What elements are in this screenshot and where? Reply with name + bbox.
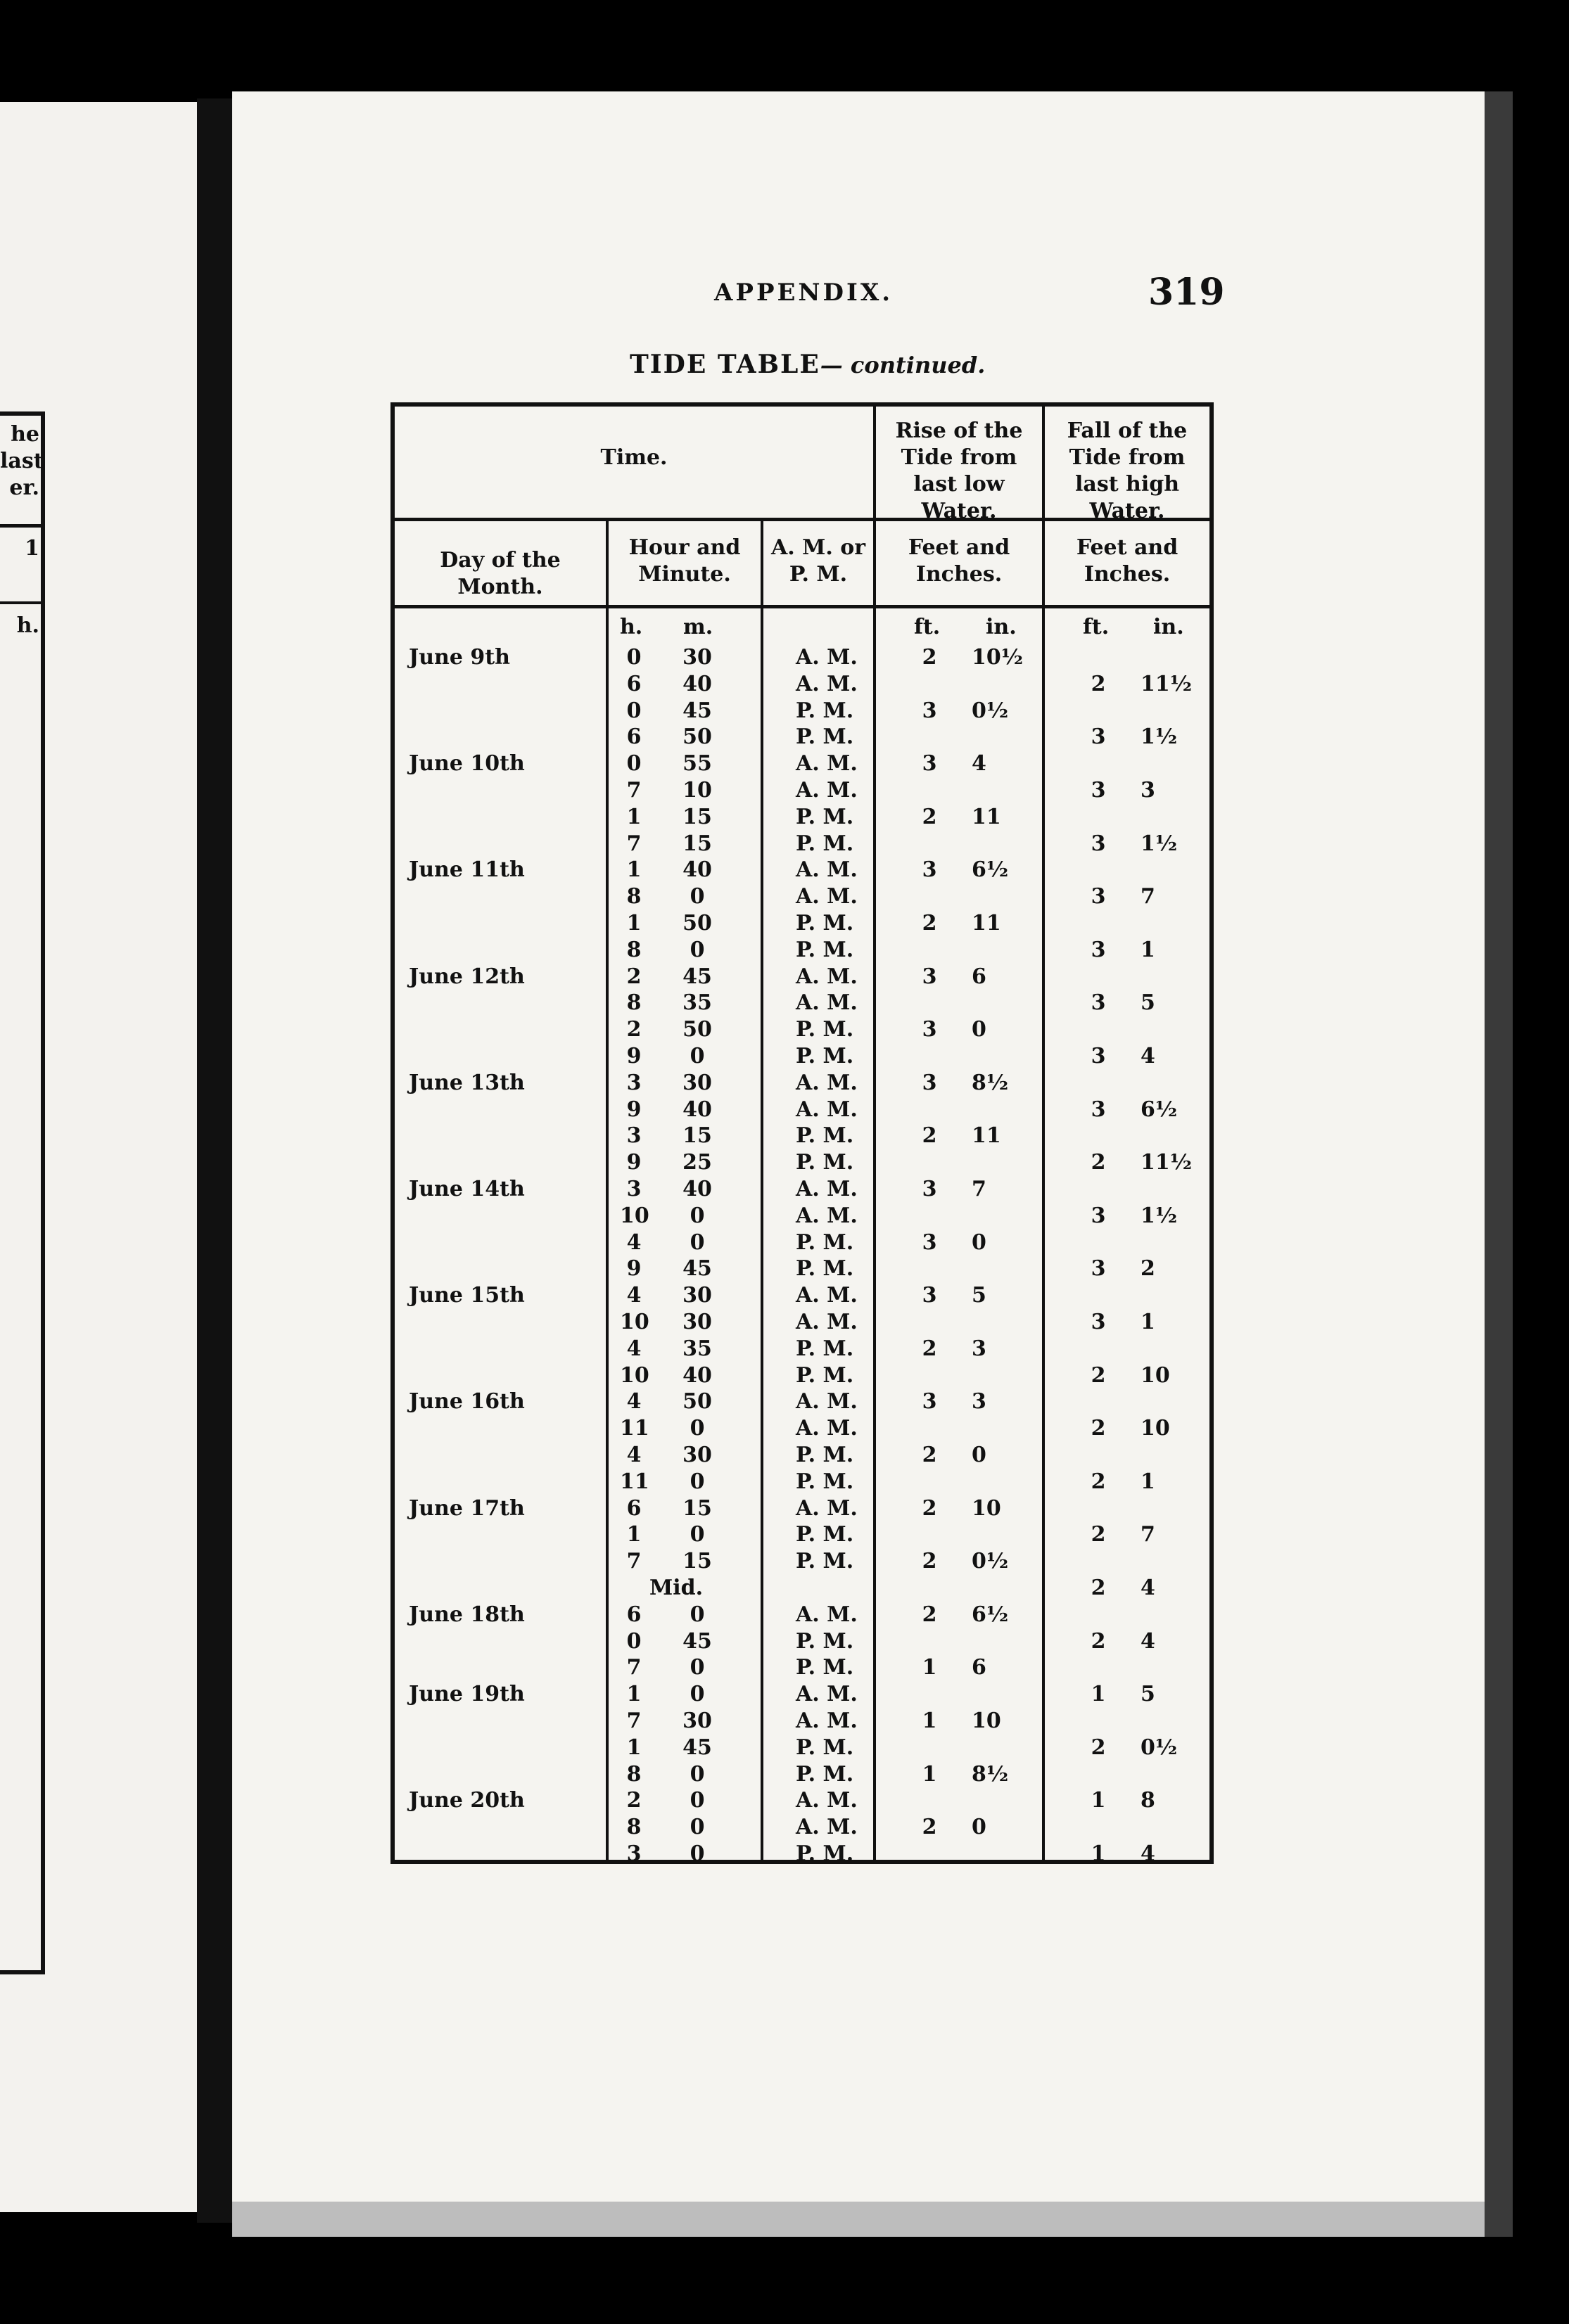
row-rise-feet: 1	[922, 1655, 937, 1680]
row-hour: 3	[626, 1841, 642, 1866]
row-rise-feet: 1	[922, 1762, 937, 1787]
row-fall-inches: 4	[1141, 1629, 1155, 1654]
unit-minutes: m.	[683, 615, 713, 639]
row-hour: 4	[626, 1230, 642, 1255]
row-fall-inches: 11½	[1141, 1150, 1193, 1175]
row-hour: 1	[626, 911, 642, 936]
row-minute: 55	[682, 751, 712, 776]
row-hour: 6	[626, 1602, 642, 1627]
row-hour: 11	[620, 1416, 649, 1441]
row-fall-feet: 2	[1091, 1416, 1106, 1441]
row-am-pm: A. M.	[796, 1496, 858, 1521]
row-minute: 15	[682, 805, 712, 829]
row-minute: 0	[690, 938, 705, 962]
row-hour: 1	[626, 1682, 642, 1706]
row-hour: 8	[626, 938, 642, 962]
row-date: June 18th	[409, 1602, 525, 1627]
row-minute: 50	[682, 724, 712, 749]
row-date: June 11th	[409, 857, 525, 882]
row-fall-inches: 1½	[1141, 1204, 1178, 1228]
row-minute: 40	[682, 1363, 712, 1388]
row-hour: 7	[626, 1709, 642, 1733]
row-am-pm: A. M.	[796, 857, 858, 882]
row-fall-feet: 3	[1091, 1097, 1106, 1122]
row-minute: 15	[682, 1123, 712, 1148]
row-rise-feet: 2	[922, 1602, 937, 1627]
row-minute: 40	[682, 857, 712, 882]
row-rise-feet: 2	[922, 1496, 937, 1521]
row-am-pm: A. M.	[796, 1682, 858, 1706]
row-fall-inches: 7	[1141, 884, 1155, 909]
row-rise-feet: 2	[922, 645, 937, 670]
row-hour: 6	[626, 672, 642, 696]
row-rise-inches: 11	[972, 805, 1001, 829]
row-hour: 7	[626, 831, 642, 856]
row-am-pm: P. M.	[796, 1123, 854, 1148]
row-am-pm: P. M.	[796, 1735, 854, 1760]
row-hour: 11	[620, 1469, 649, 1494]
row-rise-feet: 3	[922, 857, 937, 882]
row-hour: 6	[626, 1496, 642, 1521]
row-fall-feet: 3	[1091, 884, 1106, 909]
row-rise-inches: 0	[972, 1443, 986, 1467]
row-fall-feet: 2	[1091, 672, 1106, 696]
row-fall-inches: 5	[1141, 990, 1155, 1015]
row-hour: 8	[626, 1815, 642, 1839]
header-time: Time.	[600, 445, 668, 470]
row-minute: 45	[682, 1256, 712, 1281]
row-minute: 45	[682, 1629, 712, 1654]
row-am-pm: P. M.	[796, 698, 854, 723]
row-minute: 30	[682, 1443, 712, 1467]
row-rise-feet: 3	[922, 1071, 937, 1095]
row-hour: 9	[626, 1097, 642, 1122]
row-hour: 7	[626, 1655, 642, 1680]
row-rise-inches: 0	[972, 1230, 986, 1255]
row-rise-inches: 0½	[972, 698, 1009, 723]
row-midnight-label: Mid.	[649, 1576, 704, 1600]
row-am-pm: P. M.	[796, 1017, 854, 1042]
row-fall-feet: 2	[1091, 1576, 1106, 1600]
row-am-pm: P. M.	[796, 938, 854, 962]
unit-rise-inches: in.	[986, 615, 1017, 639]
row-rise-feet: 2	[922, 911, 937, 936]
column-rule	[1042, 407, 1045, 1860]
row-date: June 12th	[409, 964, 525, 989]
row-rise-feet: 2	[922, 1336, 937, 1361]
row-hour: 2	[626, 1788, 642, 1813]
row-hour: 2	[626, 1017, 642, 1042]
row-minute: 50	[682, 1017, 712, 1042]
row-minute: 30	[682, 645, 712, 670]
row-minute: 45	[682, 1735, 712, 1760]
row-hour: 4	[626, 1443, 642, 1467]
row-fall-inches: 10	[1141, 1363, 1170, 1388]
row-fall-feet: 2	[1091, 1363, 1106, 1388]
row-rise-feet: 3	[922, 1389, 937, 1414]
row-rise-feet: 2	[922, 1123, 937, 1148]
row-am-pm: P. M.	[796, 1150, 854, 1175]
column-rule	[606, 519, 609, 1860]
facing-header-line: er.	[9, 475, 39, 500]
row-fall-inches: 1½	[1141, 724, 1178, 749]
column-rule	[761, 519, 763, 1860]
row-fall-inches: 0½	[1141, 1735, 1178, 1760]
header-rule	[395, 605, 1209, 608]
row-date: June 15th	[409, 1283, 525, 1308]
unit-hours: h.	[620, 615, 643, 639]
row-fall-feet: 3	[1091, 778, 1106, 803]
row-hour: 1	[626, 805, 642, 829]
row-date: June 13th	[409, 1071, 525, 1095]
row-am-pm: P. M.	[796, 724, 854, 749]
row-rise-feet: 3	[922, 964, 937, 989]
row-rise-inches: 6	[972, 1655, 986, 1680]
row-fall-feet: 2	[1091, 1629, 1106, 1654]
unit-fall-inches: in.	[1153, 615, 1184, 639]
row-minute: 30	[682, 1310, 712, 1334]
row-am-pm: A. M.	[796, 964, 858, 989]
row-hour: 8	[626, 990, 642, 1015]
row-minute: 35	[682, 1336, 712, 1361]
row-rise-inches: 11	[972, 911, 1001, 936]
row-am-pm: A. M.	[796, 1204, 858, 1228]
row-minute: 40	[682, 1097, 712, 1122]
row-fall-inches: 4	[1141, 1576, 1155, 1600]
header-rise: Rise of the Tide from last low Water.	[895, 419, 1023, 523]
row-fall-inches: 2	[1141, 1256, 1155, 1281]
row-hour: 8	[626, 1762, 642, 1787]
row-date: June 16th	[409, 1389, 525, 1414]
row-minute: 50	[682, 1389, 712, 1414]
row-fall-feet: 2	[1091, 1735, 1106, 1760]
page-number: 319	[1148, 271, 1225, 314]
header-fall: Fall of the Tide from last high Water.	[1067, 419, 1188, 523]
row-date: June 17th	[409, 1496, 525, 1521]
row-fall-feet: 3	[1091, 938, 1106, 962]
row-fall-feet: 3	[1091, 724, 1106, 749]
row-date: June 10th	[409, 751, 525, 776]
row-rise-inches: 0½	[972, 1549, 1009, 1573]
row-rise-feet: 3	[922, 1230, 937, 1255]
row-am-pm: A. M.	[796, 672, 858, 696]
row-hour: 4	[626, 1389, 642, 1414]
row-minute: 40	[682, 1177, 712, 1201]
row-fall-inches: 7	[1141, 1522, 1155, 1547]
row-fall-feet: 2	[1091, 1522, 1106, 1547]
row-rise-inches: 4	[972, 751, 986, 776]
row-rise-feet: 1	[922, 1709, 937, 1733]
row-minute: 50	[682, 911, 712, 936]
row-minute: 15	[682, 1496, 712, 1521]
row-fall-inches: 5	[1141, 1682, 1155, 1706]
row-am-pm: P. M.	[796, 1044, 854, 1068]
row-am-pm: A. M.	[796, 1071, 858, 1095]
row-am-pm: P. M.	[796, 1443, 854, 1467]
row-minute: 0	[690, 1841, 705, 1866]
row-rise-inches: 6	[972, 964, 986, 989]
row-rise-inches: 5	[972, 1283, 986, 1308]
row-am-pm: P. M.	[796, 1522, 854, 1547]
row-date: June 20th	[409, 1788, 525, 1813]
row-hour: 3	[626, 1177, 642, 1201]
row-minute: 15	[682, 1549, 712, 1573]
row-hour: 1	[626, 857, 642, 882]
row-hour: 0	[626, 698, 642, 723]
row-am-pm: A. M.	[796, 778, 858, 803]
row-hour: 9	[626, 1150, 642, 1175]
row-hour: 7	[626, 778, 642, 803]
facing-page-fragment	[0, 102, 197, 2212]
row-minute: 15	[682, 831, 712, 856]
facing-table-edge	[0, 411, 45, 1974]
table-title	[630, 350, 985, 379]
row-minute: 40	[682, 672, 712, 696]
row-rise-inches: 3	[972, 1336, 986, 1361]
row-rise-feet: 3	[922, 1017, 937, 1042]
row-am-pm: A. M.	[796, 1283, 858, 1308]
row-am-pm: P. M.	[796, 1256, 854, 1281]
row-fall-feet: 2	[1091, 1150, 1106, 1175]
row-fall-inches: 6½	[1141, 1097, 1178, 1122]
row-rise-inches: 3	[972, 1389, 986, 1414]
row-rise-feet: 2	[922, 1443, 937, 1467]
row-am-pm: A. M.	[796, 1097, 858, 1122]
row-am-pm: P. M.	[796, 1655, 854, 1680]
row-rise-feet: 3	[922, 751, 937, 776]
unit-fall-feet: ft.	[1083, 615, 1110, 639]
row-fall-inches: 3	[1141, 778, 1155, 803]
header-fall-feet-inches: Feet and Inches.	[1076, 535, 1179, 587]
row-am-pm: A. M.	[796, 1416, 858, 1441]
row-fall-feet: 1	[1091, 1682, 1106, 1706]
facing-header-line: last	[0, 449, 44, 473]
row-rise-feet: 2	[922, 805, 937, 829]
row-minute: 0	[690, 1762, 705, 1787]
tide-table	[390, 402, 1214, 1864]
row-hour: 0	[626, 751, 642, 776]
row-am-pm: A. M.	[796, 1177, 858, 1201]
row-hour: 2	[626, 964, 642, 989]
row-hour: 10	[620, 1310, 649, 1334]
row-am-pm: A. M.	[796, 1602, 858, 1627]
header-day: Day of the Month.	[440, 548, 561, 599]
row-rise-inches: 6½	[972, 857, 1009, 882]
row-fall-feet: 3	[1091, 1204, 1106, 1228]
page-bottom-edge	[232, 2202, 1485, 2237]
row-minute: 45	[682, 964, 712, 989]
table-title-suffix: — continued.	[820, 352, 986, 378]
row-minute: 0	[690, 1655, 705, 1680]
row-minute: 30	[682, 1071, 712, 1095]
row-am-pm: P. M.	[796, 1841, 854, 1866]
row-minute: 35	[682, 990, 712, 1015]
row-rise-feet: 2	[922, 1549, 937, 1573]
row-rise-feet: 2	[922, 1815, 937, 1839]
row-minute: 45	[682, 698, 712, 723]
row-hour: 1	[626, 1522, 642, 1547]
row-minute: 0	[690, 1230, 705, 1255]
row-minute: 0	[690, 1044, 705, 1068]
row-am-pm: P. M.	[796, 1549, 854, 1573]
row-minute: 0	[690, 1204, 705, 1228]
row-am-pm: A. M.	[796, 1815, 858, 1839]
header-hour-minute: Hour and Minute.	[628, 535, 741, 587]
row-am-pm: A. M.	[796, 1310, 858, 1334]
row-minute: 0	[690, 1469, 705, 1494]
row-fall-inches: 1	[1141, 1469, 1155, 1494]
row-hour: 10	[620, 1363, 649, 1388]
row-fall-feet: 3	[1091, 1044, 1106, 1068]
row-fall-feet: 3	[1091, 1310, 1106, 1334]
row-date: June 19th	[409, 1682, 525, 1706]
row-am-pm: P. M.	[796, 1762, 854, 1787]
row-fall-inches: 4	[1141, 1841, 1155, 1866]
row-am-pm: P. M.	[796, 805, 854, 829]
facing-table-rule	[0, 524, 41, 528]
row-minute: 0	[690, 1522, 705, 1547]
row-hour: 6	[626, 724, 642, 749]
row-rise-feet: 3	[922, 1177, 937, 1201]
header-rise-feet-inches: Feet and Inches.	[908, 535, 1010, 587]
row-am-pm: P. M.	[796, 1336, 854, 1361]
header-am-pm: A. M. or P. M.	[770, 535, 866, 587]
row-fall-inches: 1	[1141, 938, 1155, 962]
row-hour: 10	[620, 1204, 649, 1228]
running-head: APPENDIX.	[714, 279, 894, 307]
row-am-pm: A. M.	[796, 884, 858, 909]
row-hour: 3	[626, 1123, 642, 1148]
row-am-pm: P. M.	[796, 1469, 854, 1494]
row-rise-inches: 6½	[972, 1602, 1009, 1627]
row-minute: 0	[690, 1682, 705, 1706]
row-rise-inches: 0	[972, 1815, 986, 1839]
row-am-pm: A. M.	[796, 1389, 858, 1414]
row-date: June 9th	[409, 645, 510, 670]
row-minute: 0	[690, 1602, 705, 1627]
row-am-pm: P. M.	[796, 911, 854, 936]
row-fall-inches: 11½	[1141, 672, 1193, 696]
row-fall-inches: 8	[1141, 1788, 1155, 1813]
table-title-text: TIDE TABLE	[630, 350, 820, 379]
row-rise-inches: 10	[972, 1496, 1001, 1521]
row-rise-inches: 11	[972, 1123, 1001, 1148]
facing-table-rule	[0, 601, 41, 604]
row-minute: 0	[690, 884, 705, 909]
row-fall-feet: 2	[1091, 1469, 1106, 1494]
row-rise-inches: 8½	[972, 1762, 1009, 1787]
row-rise-inches: 0	[972, 1017, 986, 1042]
row-minute: 10	[682, 778, 712, 803]
row-hour: 3	[626, 1071, 642, 1095]
row-fall-feet: 3	[1091, 1256, 1106, 1281]
row-am-pm: A. M.	[796, 645, 858, 670]
row-hour: 8	[626, 884, 642, 909]
row-minute: 0	[690, 1815, 705, 1839]
row-hour: 9	[626, 1256, 642, 1281]
row-am-pm: P. M.	[796, 1230, 854, 1255]
row-fall-feet: 1	[1091, 1841, 1106, 1866]
row-fall-inches: 1½	[1141, 831, 1178, 856]
row-fall-inches: 10	[1141, 1416, 1170, 1441]
row-am-pm: P. M.	[796, 1629, 854, 1654]
row-fall-feet: 1	[1091, 1788, 1106, 1813]
row-hour: 4	[626, 1283, 642, 1308]
unit-rise-feet: ft.	[914, 615, 941, 639]
row-am-pm: P. M.	[796, 1363, 854, 1388]
row-hour: 7	[626, 1549, 642, 1573]
row-hour: 0	[626, 645, 642, 670]
row-hour: 4	[626, 1336, 642, 1361]
row-minute: 30	[682, 1283, 712, 1308]
row-am-pm: A. M.	[796, 1788, 858, 1813]
row-fall-feet: 3	[1091, 990, 1106, 1015]
row-hour: 0	[626, 1629, 642, 1654]
row-rise-feet: 3	[922, 1283, 937, 1308]
row-rise-inches: 10	[972, 1709, 1001, 1733]
row-minute: 0	[690, 1416, 705, 1441]
row-date: June 14th	[409, 1177, 525, 1201]
book-gutter	[197, 98, 232, 2223]
row-rise-inches: 7	[972, 1177, 986, 1201]
row-am-pm: P. M.	[796, 831, 854, 856]
row-am-pm: A. M.	[796, 990, 858, 1015]
row-minute: 25	[682, 1150, 712, 1175]
facing-mark: h.	[16, 613, 39, 638]
row-am-pm: A. M.	[796, 1709, 858, 1733]
row-am-pm: A. M.	[796, 751, 858, 776]
facing-mark: 1	[25, 536, 39, 561]
page-edge	[1485, 91, 1513, 2237]
facing-header-line: he	[11, 422, 39, 447]
row-rise-feet: 3	[922, 698, 937, 723]
row-hour: 1	[626, 1735, 642, 1760]
row-fall-inches: 1	[1141, 1310, 1155, 1334]
row-minute: 30	[682, 1709, 712, 1733]
row-minute: 0	[690, 1788, 705, 1813]
row-rise-inches: 10½	[972, 645, 1024, 670]
row-hour: 9	[626, 1044, 642, 1068]
row-fall-inches: 4	[1141, 1044, 1155, 1068]
row-rise-inches: 8½	[972, 1071, 1009, 1095]
row-fall-feet: 3	[1091, 831, 1106, 856]
